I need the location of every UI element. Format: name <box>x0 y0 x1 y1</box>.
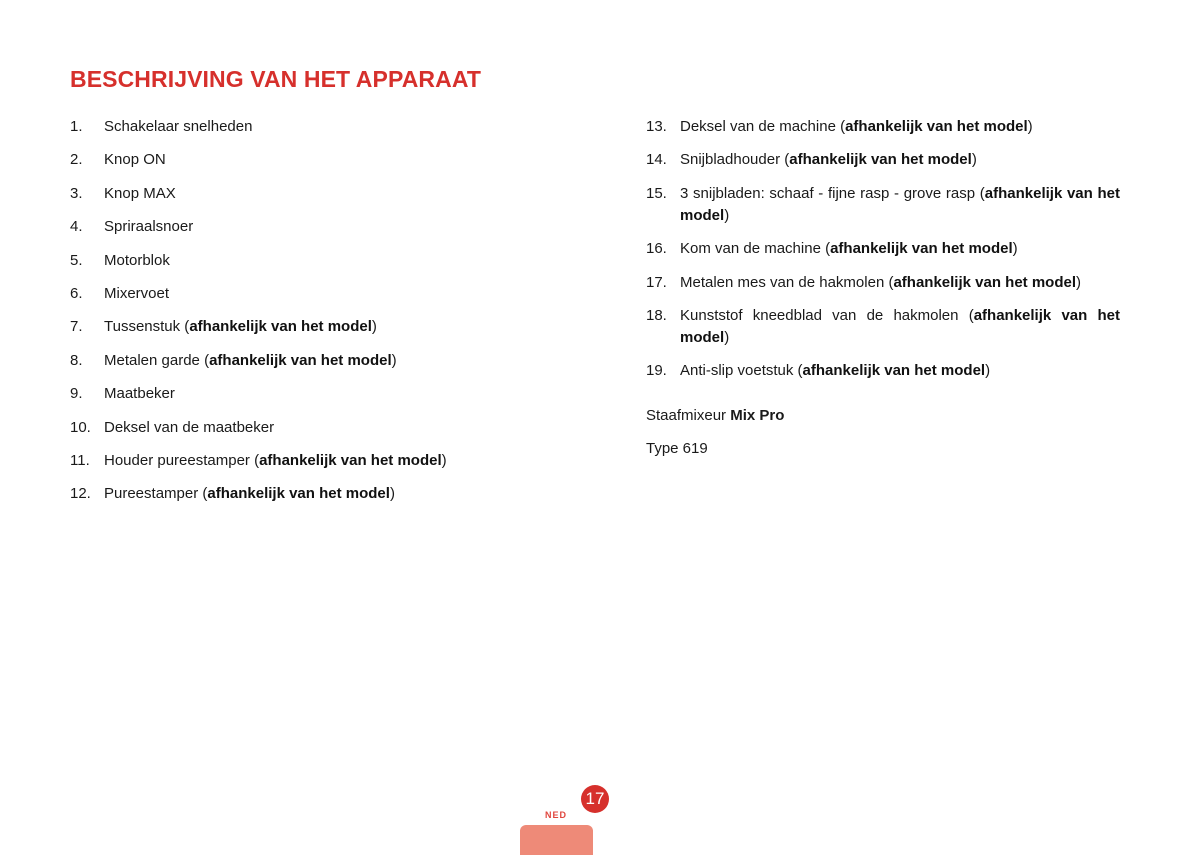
item-number: 6. <box>70 284 83 302</box>
item-label: Metalen mes van de hakmolen ( <box>680 273 894 291</box>
item-label: Knop MAX <box>104 184 176 202</box>
item-label: Anti-slip voetstuk ( <box>680 362 803 380</box>
item-label: Mixervoet <box>104 284 170 302</box>
item-number: 9. <box>70 385 83 403</box>
item-text <box>104 116 570 138</box>
item-label: Houder pureestamper ( <box>104 451 260 469</box>
item-text: Kunststof kneedblad van de hakmolen (afhankelijk van het model) <box>680 306 1120 346</box>
item-number: 14. <box>646 151 667 169</box>
parts-list-right <box>646 116 1120 394</box>
list-item <box>70 149 570 171</box>
item-label: Deksel van de machine ( <box>680 118 846 135</box>
item-text: Tussenstuk (afhankelijk van het model) <box>104 318 377 336</box>
item-label: Kunststof kneedblad van de hakmolen ( <box>680 306 974 324</box>
item-label: 3 snijbladen: schaaf - fijne rasp - grove rasp ( <box>680 184 985 202</box>
item-model-note: afhankelijk van het model <box>830 240 1013 258</box>
item-number: 2. <box>70 151 83 169</box>
item-number: 15. <box>646 184 667 202</box>
list-item <box>70 183 570 205</box>
list-item <box>646 272 1120 294</box>
item-model-note: afhankelijk van het model <box>680 184 1120 224</box>
language-tab <box>520 825 593 855</box>
type-line: Type 619 <box>646 440 708 457</box>
item-text: Houder pureestamper (afhankelijk van het model) <box>104 451 447 469</box>
item-number: 13. <box>646 118 667 135</box>
product-label: Staafmixeur <box>646 407 731 424</box>
item-model-note: afhankelijk van het model <box>259 451 442 469</box>
list-item <box>646 183 1120 227</box>
list-item <box>646 305 1120 349</box>
product-name: Mix Pro <box>730 407 785 424</box>
item-model-note: afhankelijk van het model <box>789 151 972 169</box>
item-text: Metalen mes van de hakmolen (afhankelijk van het model) <box>680 273 1082 291</box>
item-text <box>104 417 570 439</box>
item-label: Schakelaar snelheden <box>104 118 253 135</box>
item-text <box>104 149 570 171</box>
item-model-note: afhankelijk van het model <box>209 351 392 369</box>
list-item <box>70 417 570 439</box>
item-number: 1. <box>70 118 83 135</box>
list-item <box>646 116 1120 138</box>
item-text: 3 snijbladen: schaaf - fijne rasp - grove rasp (afhankelijk van het model) <box>680 184 1120 224</box>
item-text <box>104 250 570 272</box>
item-text <box>104 216 570 238</box>
item-number: 11. <box>70 451 90 469</box>
item-model-note: afhankelijk van het model <box>680 306 1120 346</box>
item-number: 16. <box>646 240 667 258</box>
item-text: Kom van de machine (afhankelijk van het model) <box>680 240 1018 258</box>
item-text <box>104 383 570 405</box>
list-item <box>70 483 570 505</box>
item-number: 18. <box>646 306 667 324</box>
item-number: 8. <box>70 351 83 369</box>
item-text: Anti-slip voetstuk (afhankelijk van het model) <box>680 362 991 380</box>
item-label: Tussenstuk ( <box>104 318 190 336</box>
item-text: Metalen garde (afhankelijk van het model) <box>104 351 397 369</box>
page-title: BESCHRIJVING VAN HET APPARAAT <box>70 66 481 92</box>
list-item <box>646 238 1120 260</box>
item-label: Pureestamper ( <box>104 485 208 503</box>
item-label: Maatbeker <box>104 385 175 403</box>
list-item <box>646 360 1120 382</box>
item-text: Deksel van de machine (afhankelijk van het model) <box>680 118 1033 135</box>
item-text <box>104 183 570 205</box>
item-model-note: afhankelijk van het model <box>189 318 372 336</box>
item-label: Spriraalsnoer <box>104 218 194 236</box>
page-number: 17 <box>581 785 609 813</box>
item-number: 10. <box>70 418 91 436</box>
item-number: 3. <box>70 184 83 202</box>
list-item <box>70 116 570 138</box>
item-text: Pureestamper (afhankelijk van het model) <box>104 485 395 503</box>
item-text: Snijbladhouder (afhankelijk van het model) <box>680 151 977 169</box>
list-item <box>70 350 570 372</box>
item-label: Snijbladhouder ( <box>680 151 790 169</box>
item-label: Motorblok <box>104 251 170 269</box>
item-label: Kom van de machine ( <box>680 240 831 258</box>
item-model-note: afhankelijk van het model <box>207 485 390 503</box>
list-item <box>70 450 570 472</box>
list-item <box>70 316 570 338</box>
list-item <box>70 283 570 305</box>
item-number: 12. <box>70 485 91 503</box>
item-label: Metalen garde ( <box>104 351 210 369</box>
list-item <box>646 149 1120 171</box>
item-number: 7. <box>70 318 83 336</box>
item-label: Deksel van de maatbeker <box>104 418 275 436</box>
list-item <box>70 250 570 272</box>
item-number: 19. <box>646 362 667 380</box>
item-number: 4. <box>70 218 83 236</box>
item-model-note: afhankelijk van het model <box>802 362 986 380</box>
product-line <box>646 405 784 427</box>
item-text <box>104 283 570 305</box>
list-item <box>70 383 570 405</box>
language-label: NED <box>545 810 568 820</box>
item-label: Knop ON <box>104 151 166 169</box>
list-item <box>70 216 570 238</box>
item-model-note: afhankelijk van het model <box>893 273 1077 291</box>
item-number: 5. <box>70 251 83 269</box>
item-model-note: afhankelijk van het model <box>845 118 1028 135</box>
item-number: 17. <box>646 273 667 291</box>
parts-list-left <box>70 116 570 517</box>
